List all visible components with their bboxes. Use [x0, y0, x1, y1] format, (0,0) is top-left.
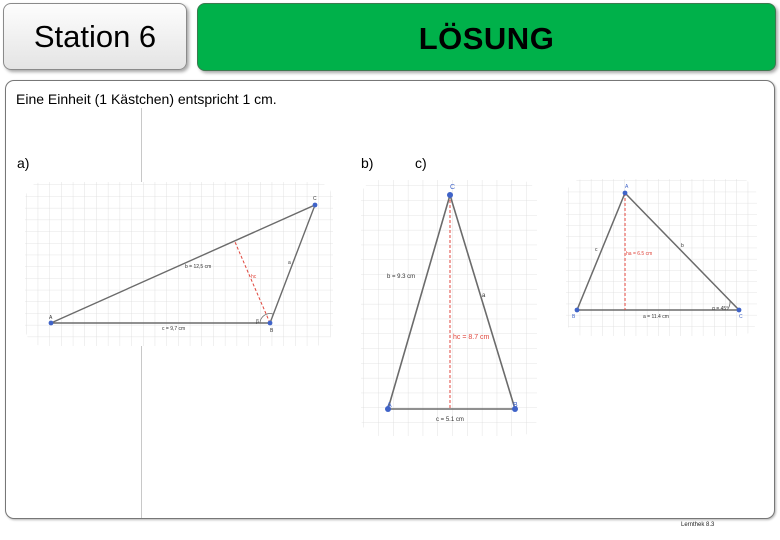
vertex-c-label: C — [450, 184, 456, 191]
triangle-figure-b — [361, 180, 537, 436]
vertex-b-point — [268, 321, 273, 326]
side-b-label: b = 9.3 cm — [387, 274, 416, 280]
vertex-a-label: A — [49, 315, 53, 321]
vertex-b-label: B — [513, 402, 518, 409]
station-title: Station 6 — [33, 19, 157, 54]
vertex-b-point — [575, 308, 580, 313]
height-hc-label: hc = 8.7 cm — [453, 334, 490, 341]
triangle-figure-a — [25, 182, 333, 346]
vertex-b-label: B — [572, 314, 576, 320]
side-a-label: a — [482, 293, 486, 299]
vertex-c-point — [737, 308, 742, 313]
unit-hint: Eine Einheit (1 Kästchen) entspricht 1 cm. — [16, 91, 277, 107]
vertex-a-point — [49, 321, 54, 326]
height-hc-label: hc — [251, 274, 257, 280]
side-c-label: c = 5.1 cm — [436, 417, 464, 423]
task-label-a: a) — [17, 155, 30, 171]
footer-note: Lernthek 8.3 — [681, 522, 715, 528]
vertex-a-label: A — [625, 184, 629, 190]
side-a-label: a = 11.4 cm — [643, 314, 669, 320]
side-c-label: c — [595, 247, 598, 253]
solution-title: LÖSUNG — [418, 21, 555, 56]
side-b-label: b = 12,5 cm — [185, 264, 212, 270]
triangle-a-svg — [25, 182, 333, 346]
side-c-label: c = 9,7 cm — [162, 326, 186, 332]
angle-label: β — [256, 319, 259, 325]
vertex-b-label: B — [270, 328, 274, 334]
vertex-a-point — [623, 191, 628, 196]
vertex-c-label: C — [313, 196, 317, 202]
vertex-c-point — [313, 203, 318, 208]
vertex-c-label: C — [739, 314, 743, 320]
task-label-b: b) — [361, 155, 374, 171]
task-label-c: c) — [415, 155, 427, 171]
side-b-label: b — [681, 243, 684, 249]
height-ha-label: ha = 6.5 cm — [626, 251, 653, 257]
solution-banner — [197, 3, 776, 71]
vertex-a-label: A — [387, 402, 392, 409]
side-a-label: a — [288, 260, 291, 266]
triangle-b-svg — [361, 180, 537, 436]
triangle-c-svg — [566, 179, 757, 336]
angle-label: α = 45° — [712, 306, 729, 312]
triangle-figure-c — [566, 179, 757, 336]
station-title-tab — [3, 3, 187, 70]
vertex-c-point — [447, 192, 453, 198]
